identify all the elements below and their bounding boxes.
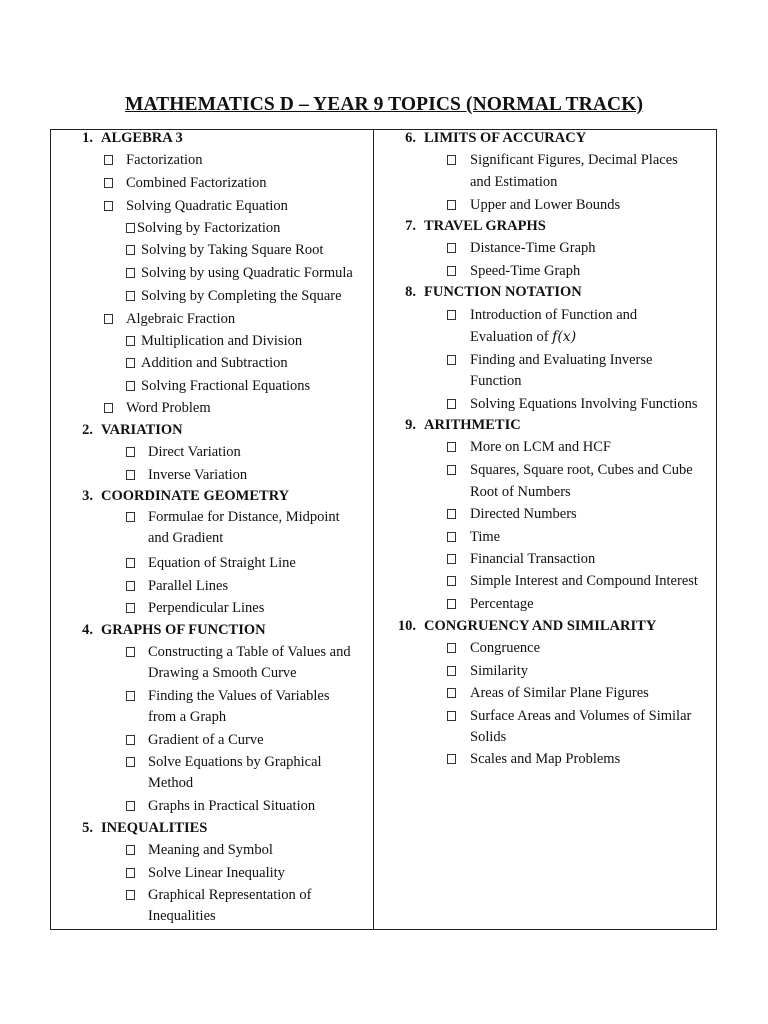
checkbox-icon [104, 201, 113, 211]
checkbox-icon [126, 558, 135, 568]
checkbox-icon [447, 355, 456, 365]
checkbox-icon [447, 266, 456, 276]
checkbox-icon [447, 200, 456, 210]
checkbox-icon [126, 845, 135, 855]
checkbox-icon [447, 576, 456, 586]
checkbox-icon [126, 868, 135, 878]
topic-heading: 8. FUNCTION NOTATION [405, 284, 582, 300]
checkbox-icon [126, 381, 135, 391]
checkbox-icon [104, 178, 113, 188]
checkbox-icon [126, 358, 135, 368]
checkbox-icon [447, 399, 456, 409]
checkbox-icon [126, 757, 135, 767]
checkbox-icon [126, 603, 135, 613]
topic-heading: 4. GRAPHS OF FUNCTION [82, 622, 266, 638]
checkbox-icon [126, 691, 135, 701]
checkbox-icon [104, 314, 113, 324]
function-notation: f(x) [552, 329, 577, 345]
checkbox-icon [126, 336, 135, 346]
topics-table: 1. ALGEBRA 3 Factorization Combined Factorization Solving Quadratic Equation Solving by Factorization Solving by Taking Square Root Solving by using Quadratic Formula Solving by Completing the Square Algebraic Fraction Multiplication and Division Addition and Subtraction Solving Fractional Equations Word Problem 2. VARIATION Direct Variation Inverse Variation 3. COORDINATE GEOMETRY Formulae for Distance, Midpoint and Gradient Equation of Straight Line Parallel Lines Perpendicular Lines 4. GRAPHS OF FUNCTION Constructing a Table of Values and Drawing a Smooth Curve Finding the Values of Variables from a Graph Gradient of a Curve Solve Equations by Graphical Method Graphs in Practical Situation 5. INEQUALITIES Meaning and Symbol Solve Linear Inequality Graphical Representation of Inequalities 6. LIMITS OF ACCURACY Significant Figures, Decimal Places and Estimation Upper and Lower Bounds 7. TRAVEL GRAPHS Distance-Time Graph Speed-Time Graph 8. FUNCTION NOTATION Introduction of Function and Evaluation of f(x) Finding and Evaluating Inverse Function Solving Equations Involving Functions 9. ARITHMETIC More on LCM and HCF Squares, Square root, Cubes and Cube Root of Numbers Directed Numbers Time Financial Transaction Simple Interest and Compound Interest Percentage 10. CONGRUENCY AND SIMILARITY Congruence Similarity Areas of Similar Plane Figures Surface Areas and Volumes of Similar Solids Scales and Map Problems [50, 129, 717, 930]
checkbox-icon [447, 711, 456, 721]
checkbox-icon [126, 512, 135, 522]
checkbox-icon [447, 509, 456, 519]
checkbox-icon [447, 688, 456, 698]
page-title: MATHEMATICS D – YEAR 9 TOPICS (NORMAL TRACK) [124, 94, 644, 115]
topic-heading: 2. VARIATION [82, 422, 183, 438]
column-divider [373, 130, 374, 929]
topic-heading: 5. INEQUALITIES [82, 820, 208, 836]
topic-heading: 7. TRAVEL GRAPHS [405, 218, 546, 234]
topic-heading: 1. ALGEBRA 3 [82, 130, 183, 146]
checkbox-icon [447, 599, 456, 609]
checkbox-icon [126, 470, 135, 480]
topic-heading: 3. COORDINATE GEOMETRY [82, 488, 290, 504]
checkbox-icon [126, 447, 135, 457]
checkbox-icon [104, 155, 113, 165]
checkbox-icon [126, 647, 135, 657]
checkbox-icon [447, 532, 456, 542]
checkbox-icon [447, 243, 456, 253]
checkbox-icon [447, 554, 456, 564]
checkbox-icon [447, 310, 456, 320]
checkbox-icon [447, 754, 456, 764]
checkbox-icon [126, 245, 135, 255]
topic-heading: 6. LIMITS OF ACCURACY [405, 130, 587, 146]
checkbox-icon [126, 291, 135, 301]
checkbox-icon [447, 666, 456, 676]
checkbox-icon [126, 735, 135, 745]
checkbox-icon [447, 155, 456, 165]
checkbox-icon [126, 268, 135, 278]
checkbox-icon [126, 801, 135, 811]
checkbox-icon [447, 442, 456, 452]
checkbox-icon [447, 465, 456, 475]
checkbox-icon [126, 890, 135, 900]
checkbox-icon [126, 223, 135, 233]
checkbox-icon [126, 581, 135, 591]
checkbox-icon [447, 643, 456, 653]
topic-heading: 10. CONGRUENCY AND SIMILARITY [397, 618, 657, 634]
checkbox-icon [104, 403, 113, 413]
topic-heading: 9. ARITHMETIC [405, 417, 521, 433]
